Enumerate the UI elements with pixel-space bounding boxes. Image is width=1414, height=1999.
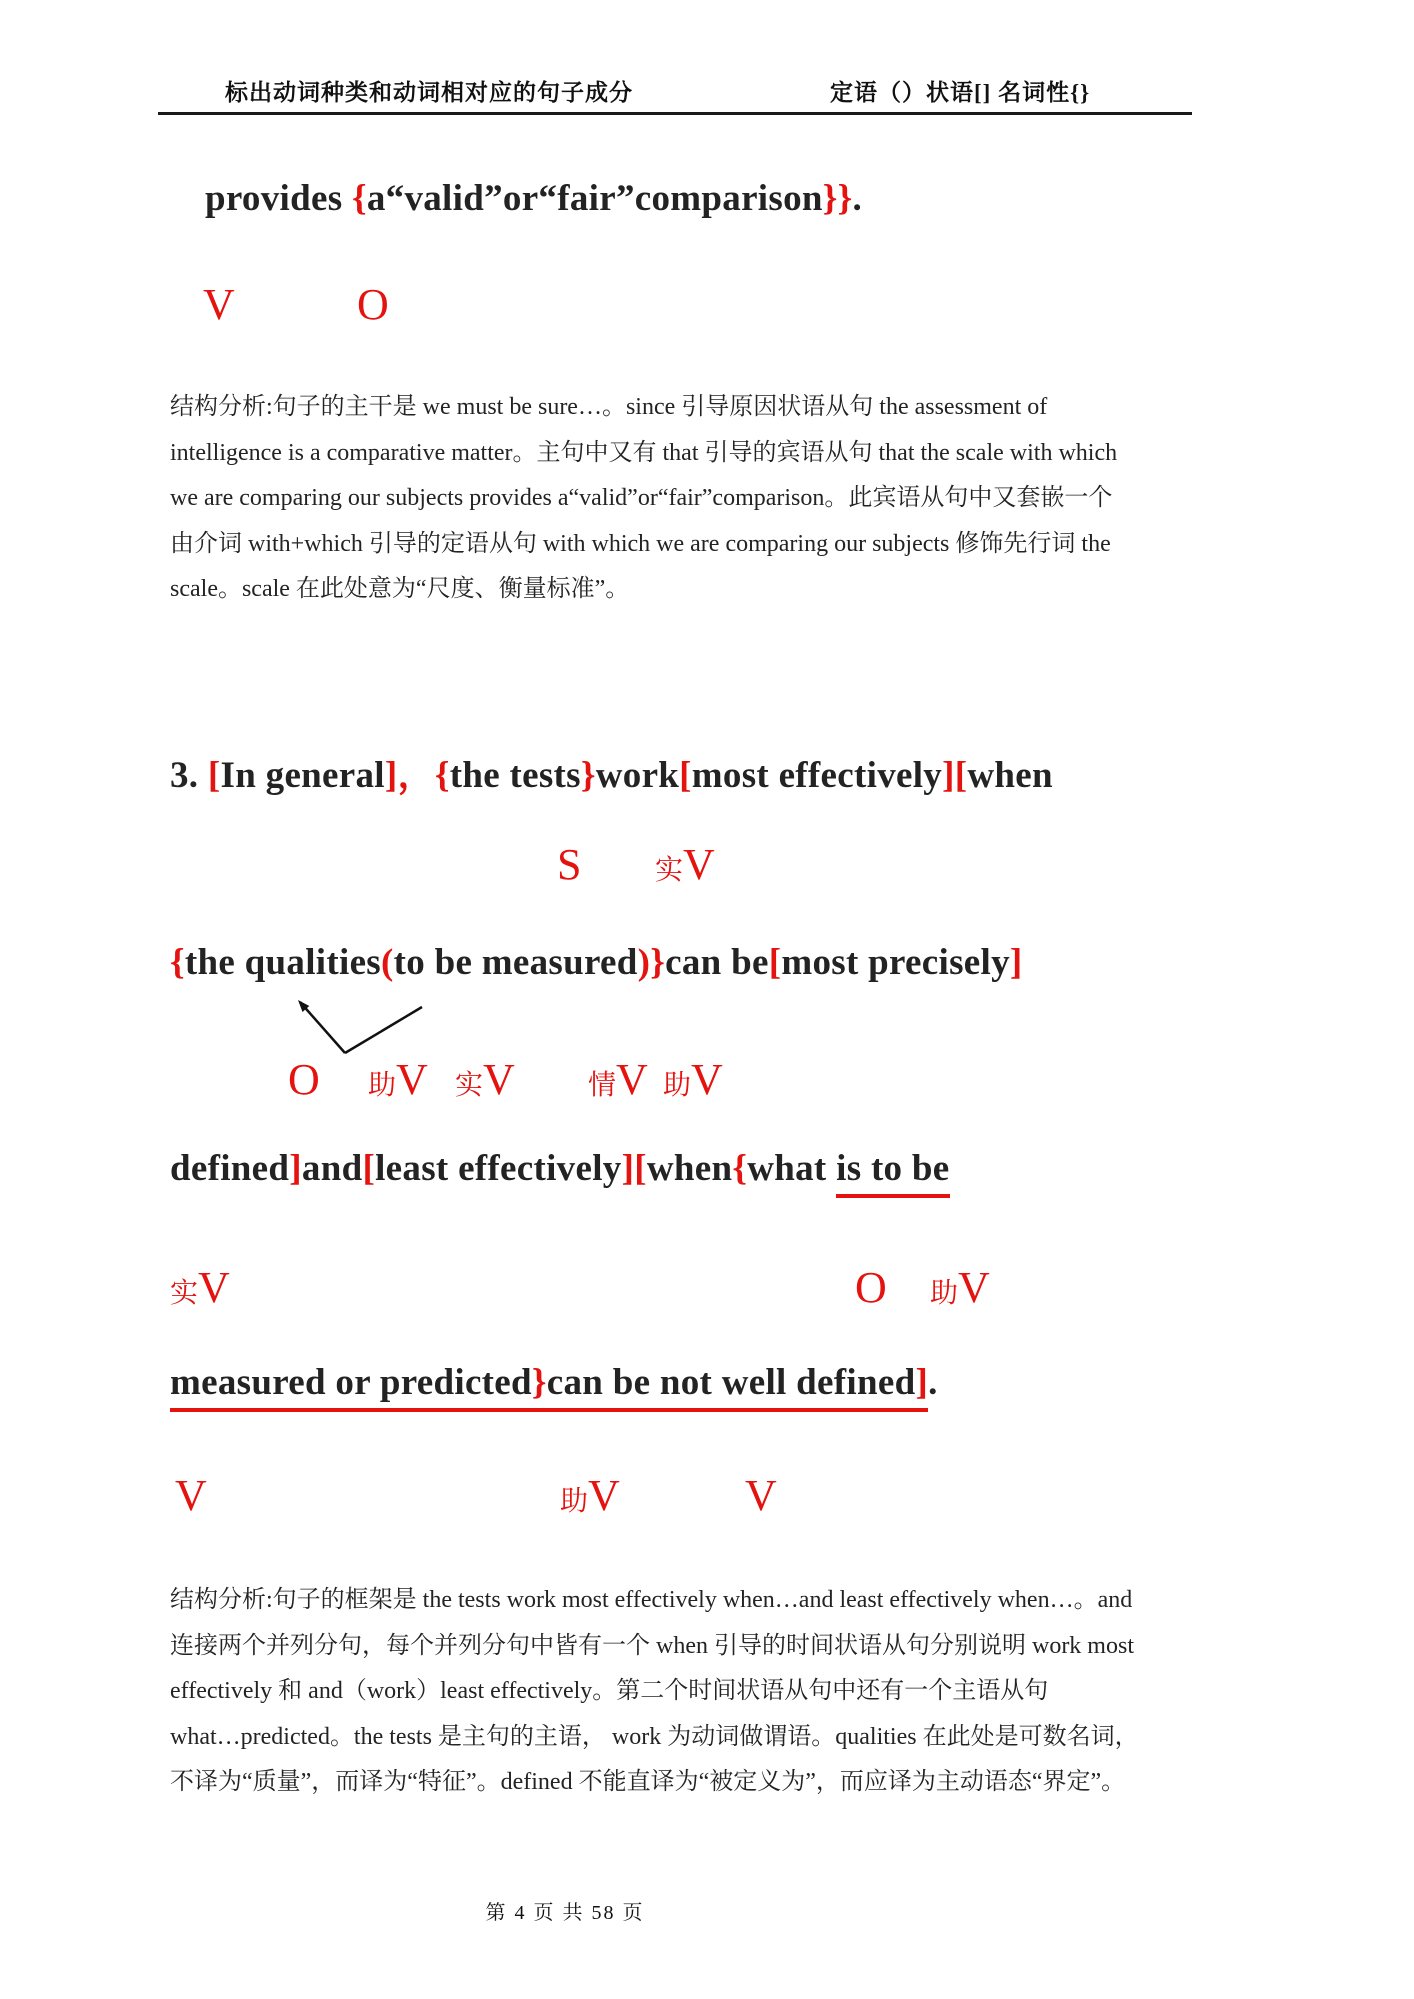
text-segment: ] [384,755,398,796]
v-connector-arrow-icon [250,993,430,1057]
annotated-sentence-5 [170,1360,938,1406]
text-segment: 情 [588,1070,617,1101]
text-segment: V [203,280,235,329]
text-segment: S [557,840,582,889]
text-segment: O [855,1263,887,1312]
paragraph-line: 结构分析:句子的框架是 the tests work most effectively when…and least effectively when…。and [170,1587,1133,1613]
annotated-sentence-2 [170,753,1053,799]
text-segment: { [170,942,185,983]
grammar-label-s [557,840,582,889]
paragraph-line: 由介词 with+which 引导的定语从句 with which we are comparing our subjects 修饰先行词 the [170,530,1111,557]
paragraph-line: effectively 和 and（work）least effectively。第二个时间状语从句中还有一个主语从句 [170,1678,1049,1704]
annotated-sentence-4 [170,1146,950,1192]
text-segment: 实 [655,855,684,886]
text-segment: work [595,755,680,796]
text-segment: V [745,1471,777,1520]
text-segment: [ [679,755,692,796]
text-segment: V [483,1055,515,1104]
text-segment: V [198,1263,230,1312]
text-segment: } [532,1362,547,1412]
text-segment: when [967,755,1053,796]
grammar-label-v [745,1471,777,1520]
paragraph-line: 结构分析:句子的主干是 we must be sure…。since 引导原因状语从句 the assessment of [170,394,1048,420]
text-segment: 助 [930,1278,959,1309]
grammar-label-o [288,1055,320,1104]
text-segment: O [288,1055,320,1104]
text-segment: a“valid”or“fair”comparison [366,178,823,219]
text-segment: 助 [663,1070,692,1101]
paragraph-line: scale。scale 在此处意为“尺度、衡量标准”。 [170,576,630,602]
text-segment: [ [768,942,782,983]
text-segment: V [691,1055,723,1104]
text-segment: ][ [621,1148,647,1189]
text-segment: 助 [368,1070,397,1101]
page-number: 第 4 页 共 58 页 [485,1902,645,1924]
grammar-label-qing-v [588,1055,648,1104]
text-segment: the tests [449,755,581,796]
text-segment: and [301,1148,363,1189]
header-left-title: 标出动词种类和动词相对应的句子成分 [225,80,633,105]
grammar-label-zhu-v [368,1055,428,1104]
text-segment: { [434,755,450,796]
text-segment: )} [637,942,666,983]
grammar-label-zhu-v [663,1055,723,1104]
grammar-label-v [175,1471,207,1520]
text-segment: V [396,1055,428,1104]
header-legend: 定语（）状语[] 名词性{} [830,80,1091,105]
text-segment: when [646,1148,733,1189]
paragraph-line: what…predicted。the tests 是主句的主语， work 为动词做谓语。qualities 在此处是可数名词， [170,1723,1139,1750]
text-segment: V [958,1263,990,1312]
text-segment: the qualities [184,942,381,983]
annotated-sentence-1 [205,176,862,222]
grammar-label-zhu-v [560,1471,620,1520]
text-segment: ] [289,1148,302,1189]
text-segment: V [683,840,715,889]
text-segment: . [928,1362,938,1403]
grammar-label-o [357,280,389,329]
grammar-label-zhu-v [930,1263,990,1312]
paragraph-line: we are comparing our subjects provides a“valid”or“fair”comparison。此宾语从句中又套嵌一个 [170,485,1113,511]
text-segment: what [747,1148,837,1189]
text-segment: . [852,178,863,219]
text-segment: } [580,755,596,796]
text-segment: 3. [170,755,208,796]
grammar-label-v [203,280,235,329]
text-segment: In general [220,755,385,796]
text-segment: [ [362,1148,376,1189]
analysis-paragraph-2 [170,1578,1250,1806]
grammar-label-shi-v [655,840,715,889]
text-segment: [ [207,755,221,796]
text-segment: most precisely [781,942,1010,983]
text-segment: ] [1009,942,1023,983]
text-segment: can be [665,942,769,983]
grammar-label-shi-v [455,1055,515,1104]
text-segment: can be not well defined [547,1362,916,1412]
text-segment: is to be [836,1148,949,1198]
text-segment: least effectively [375,1148,622,1189]
grammar-label-shi-v [170,1263,230,1312]
grammar-label-o [855,1263,887,1312]
text-segment: provides [205,178,352,219]
text-segment: 助 [560,1486,589,1517]
text-segment: }} [822,178,853,219]
text-segment: ( [381,942,394,983]
text-segment: V [175,1471,207,1520]
paragraph-line: intelligence is a comparative matter。主句中又有 that 引导的宾语从句 that the scale with which [170,439,1118,466]
paragraph-line: 连接两个并列分句，每个并列分句中皆有一个 when 引导的时间状语从句分别说明 work most [170,1632,1134,1659]
text-segment: { [351,178,367,219]
text-segment: { [732,1148,748,1189]
paragraph-line: 不译为“质量”，而译为“特征”。defined 不能直译为“被定义为”，而应译为主动语态“界定”。 [170,1769,1126,1795]
text-segment: V [616,1055,648,1104]
text-segment: 实 [455,1070,484,1101]
text-segment: defined [170,1148,290,1189]
text-segment: measured or predicted [170,1362,532,1412]
text-segment: ] [915,1362,928,1412]
text-segment: to be measured [393,942,638,983]
text-segment: V [588,1471,620,1520]
text-segment: O [357,280,389,329]
text-segment: 实 [170,1278,199,1309]
text-segment: ， [397,755,435,796]
analysis-paragraph-1 [170,385,1250,613]
text-segment: most effectively [691,755,943,796]
header-divider [158,112,1192,115]
text-segment: ][ [942,755,968,796]
annotated-sentence-3 [170,940,1023,986]
